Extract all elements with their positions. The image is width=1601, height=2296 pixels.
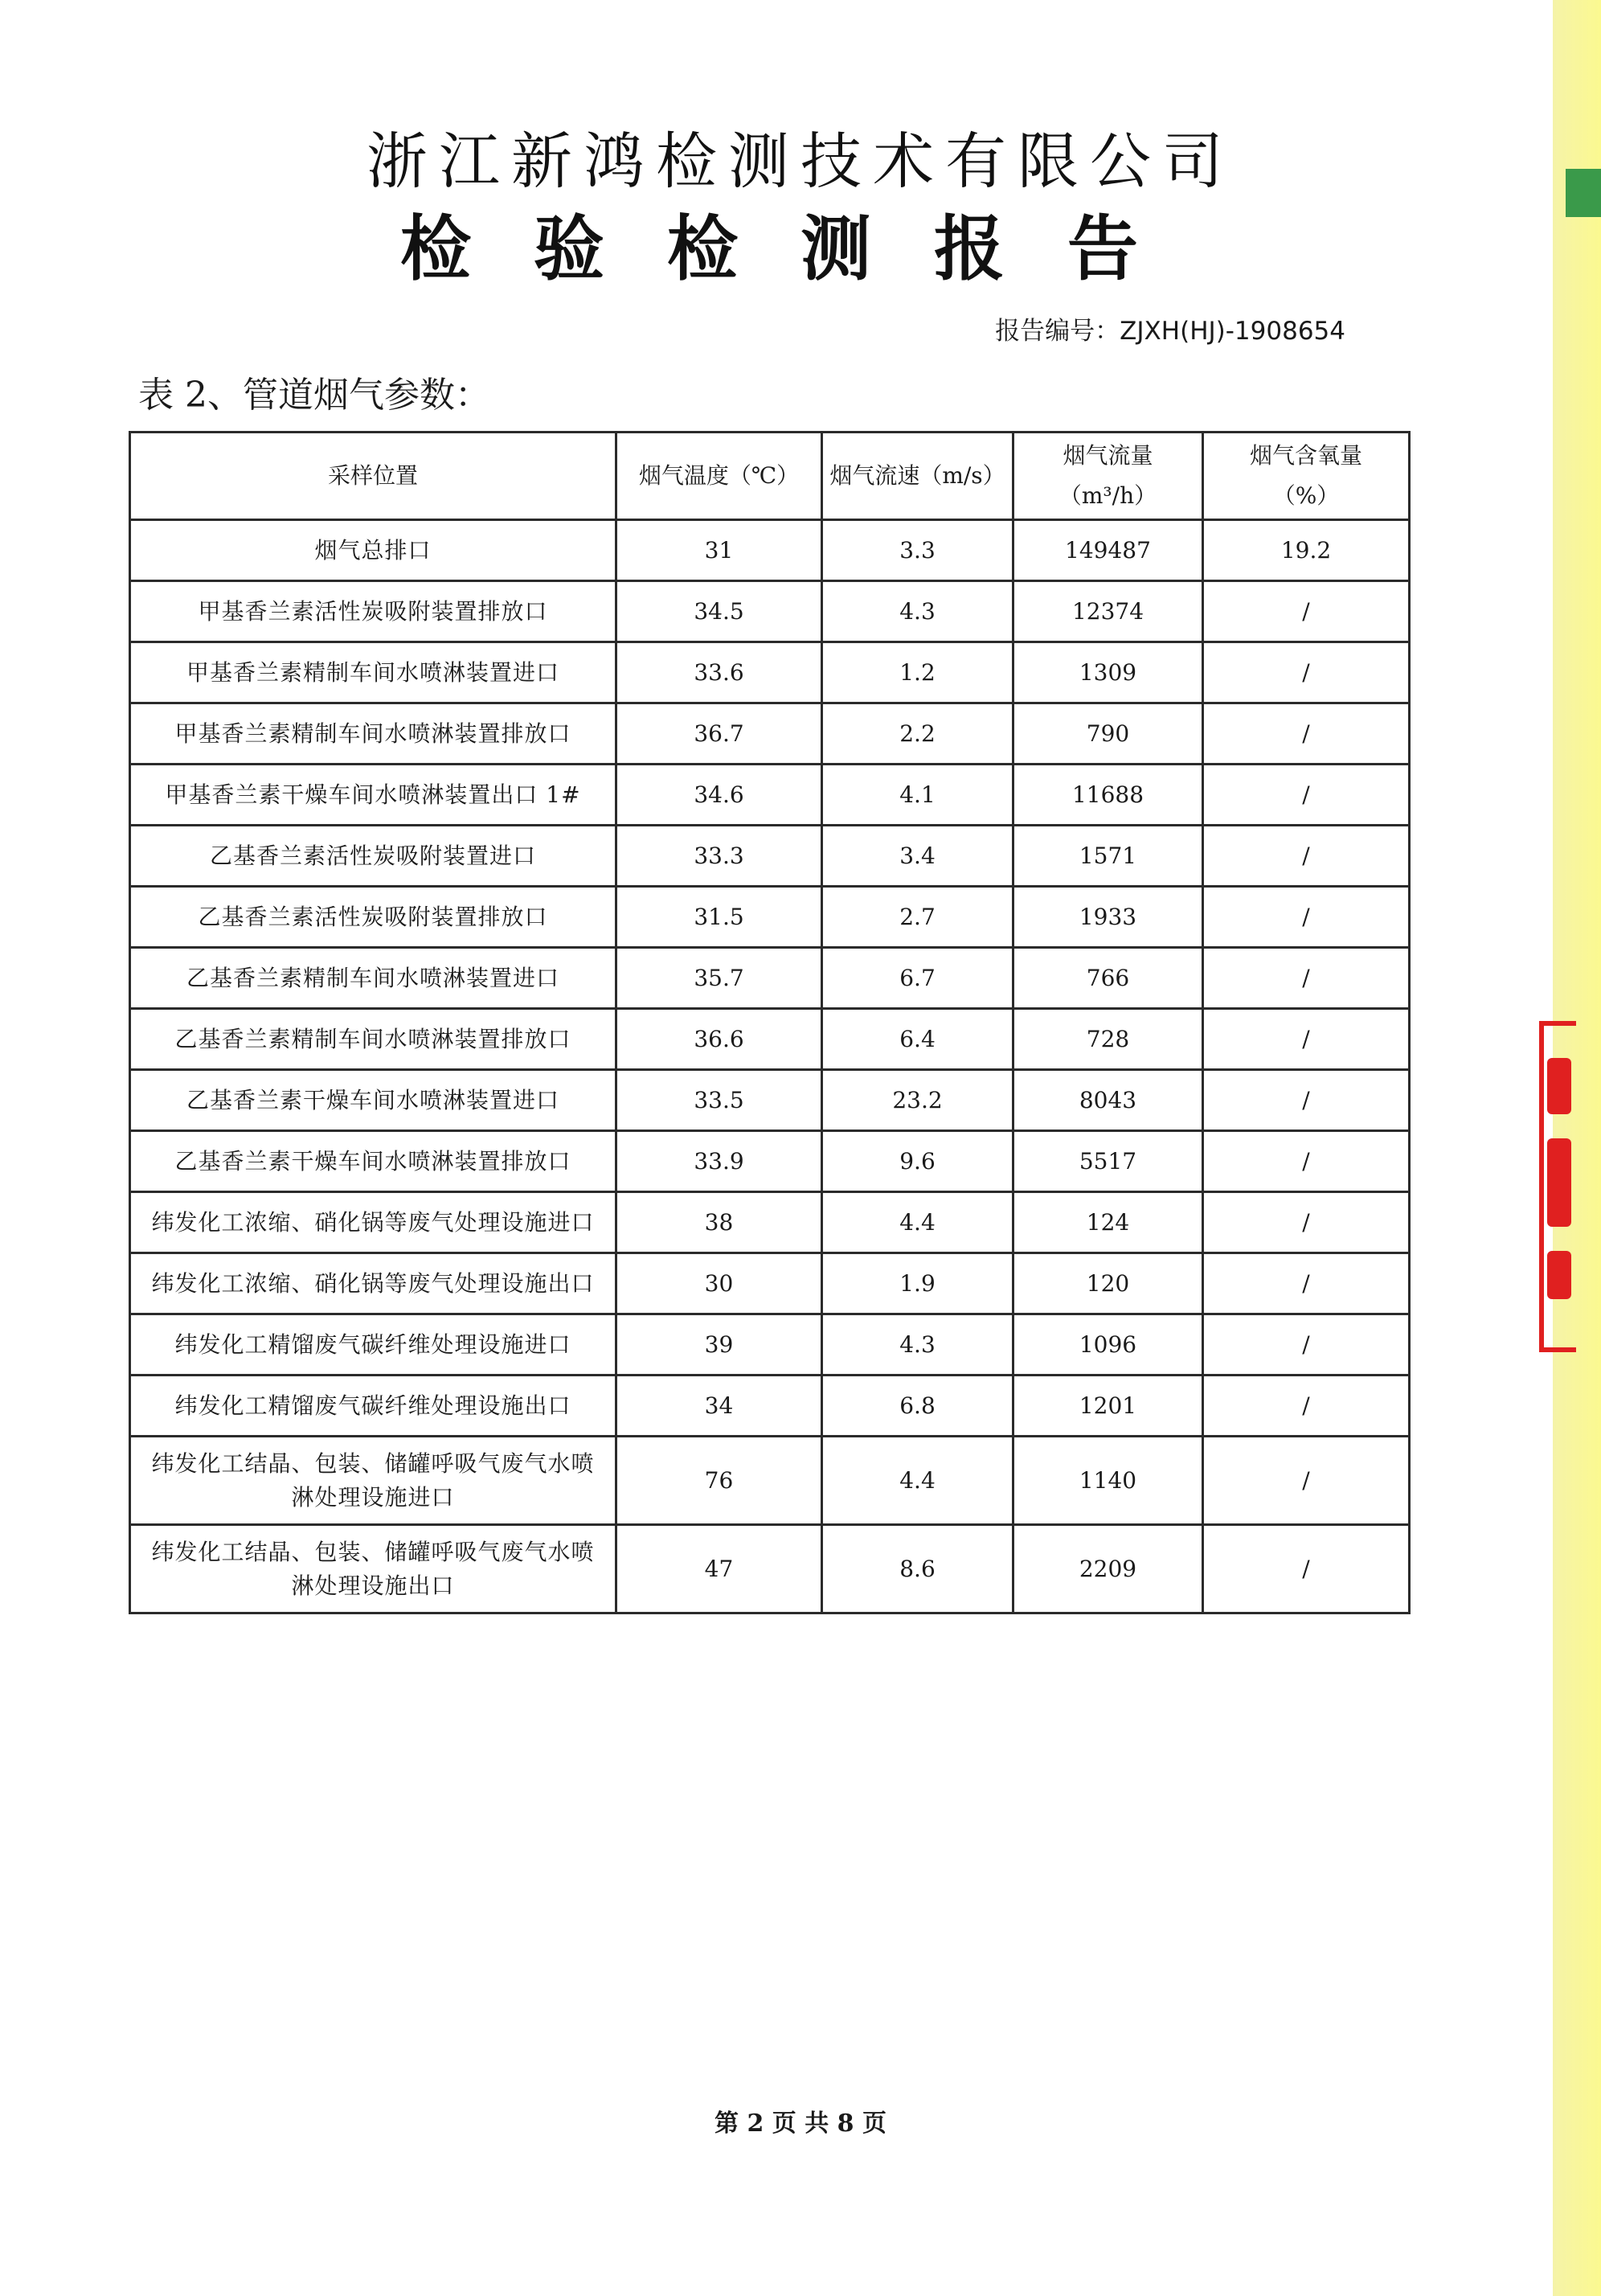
- table-caption: 表 2、管道烟气参数：: [138, 375, 490, 416]
- red-seal-stamp-fragment: [1539, 1021, 1576, 1352]
- cell-flow: 124: [1013, 1192, 1203, 1253]
- company-name: 浙江新鸿检测技术有限公司: [366, 125, 1235, 197]
- cell-flow: 1140: [1013, 1437, 1203, 1525]
- cell-location: 乙基香兰素干燥车间水喷淋装置排放口: [130, 1131, 616, 1192]
- cell-temperature: 36.6: [616, 1009, 822, 1070]
- cell-oxygen: /: [1203, 1437, 1410, 1525]
- cell-location: 乙基香兰素活性炭吸附装置进口: [130, 826, 616, 887]
- cell-velocity: 6.7: [822, 948, 1013, 1009]
- table-row: [130, 1192, 1410, 1253]
- cell-oxygen: /: [1203, 826, 1410, 887]
- cell-flow: 1309: [1013, 642, 1203, 703]
- cell-temperature: 35.7: [616, 948, 822, 1009]
- cell-flow: 2209: [1013, 1525, 1203, 1613]
- cell-temperature: 33.6: [616, 642, 822, 703]
- cell-temperature: 31: [616, 520, 822, 581]
- header-oxygen: [1203, 433, 1410, 520]
- cell-oxygen: 19.2: [1203, 520, 1410, 581]
- cell-velocity: 4.4: [822, 1437, 1013, 1525]
- table-row: [130, 1437, 1410, 1525]
- cell-temperature: 33.3: [616, 826, 822, 887]
- cell-temperature: 33.9: [616, 1131, 822, 1192]
- cell-location: 乙基香兰素精制车间水喷淋装置排放口: [130, 1009, 616, 1070]
- cell-flow: 766: [1013, 948, 1203, 1009]
- cell-oxygen: /: [1203, 581, 1410, 642]
- cell-oxygen: /: [1203, 1009, 1410, 1070]
- cell-velocity: 4.4: [822, 1192, 1013, 1253]
- report-title: 检验检测报告: [399, 207, 1201, 290]
- cell-velocity: 6.4: [822, 1009, 1013, 1070]
- report-number-label: 报告编号：: [995, 317, 1120, 346]
- cell-location: 甲基香兰素干燥车间水喷淋装置出口 1#: [130, 765, 616, 826]
- cell-velocity: 4.3: [822, 1314, 1013, 1376]
- table-row: [130, 1070, 1410, 1131]
- cell-oxygen: /: [1203, 1131, 1410, 1192]
- cell-velocity: 3.3: [822, 520, 1013, 581]
- cell-location-line1: 纬发化工结晶、包装、储罐呼吸气废气水喷: [151, 1538, 595, 1565]
- cell-oxygen: /: [1203, 642, 1410, 703]
- table-row: [130, 948, 1410, 1009]
- cell-velocity: 9.6: [822, 1131, 1013, 1192]
- cell-oxygen: /: [1203, 1376, 1410, 1437]
- header-flow-line1: 烟气流量: [1063, 442, 1153, 469]
- cell-velocity: 23.2: [822, 1070, 1013, 1131]
- cell-velocity: 1.2: [822, 642, 1013, 703]
- cell-velocity: 1.9: [822, 1253, 1013, 1314]
- cell-temperature: 33.5: [616, 1070, 822, 1131]
- cell-location: 甲基香兰素精制车间水喷淋装置排放口: [130, 703, 616, 765]
- table-row: [130, 826, 1410, 887]
- cell-flow: 149487: [1013, 520, 1203, 581]
- table-row: [130, 887, 1410, 948]
- cell-velocity: 4.3: [822, 581, 1013, 642]
- header-flow-line2: （m³/h）: [1058, 482, 1157, 509]
- header-flow: [1013, 433, 1203, 520]
- table-row: [130, 1376, 1410, 1437]
- header-oxygen-line1: 烟气含氧量: [1249, 442, 1362, 469]
- cell-oxygen: /: [1203, 765, 1410, 826]
- cell-flow: 1201: [1013, 1376, 1203, 1437]
- cell-flow: 12374: [1013, 581, 1203, 642]
- table-row: [130, 642, 1410, 703]
- cell-flow: 1933: [1013, 887, 1203, 948]
- cell-temperature: 36.7: [616, 703, 822, 765]
- cell-location: 乙基香兰素干燥车间水喷淋装置进口: [130, 1070, 616, 1131]
- cell-flow: 1571: [1013, 826, 1203, 887]
- cell-temperature: 34.6: [616, 765, 822, 826]
- cell-oxygen: /: [1203, 1525, 1410, 1613]
- cell-location: 烟气总排口: [130, 520, 616, 581]
- table-row: [130, 703, 1410, 765]
- cell-flow: 728: [1013, 1009, 1203, 1070]
- cell-flow: 790: [1013, 703, 1203, 765]
- cell-temperature: 76: [616, 1437, 822, 1525]
- cell-temperature: 30: [616, 1253, 822, 1314]
- table-row: [130, 1314, 1410, 1376]
- header-temperature: 烟气温度（℃）: [616, 433, 822, 520]
- header-oxygen-line2: （%）: [1272, 482, 1340, 509]
- cell-oxygen: /: [1203, 703, 1410, 765]
- cell-velocity: 3.4: [822, 826, 1013, 887]
- cell-temperature: 34.5: [616, 581, 822, 642]
- report-number: [995, 310, 1345, 346]
- cell-location: 甲基香兰素活性炭吸附装置排放口: [130, 581, 616, 642]
- cell-flow: 120: [1013, 1253, 1203, 1314]
- cell-location: 甲基香兰素精制车间水喷淋装置进口: [130, 642, 616, 703]
- cell-location: 纬发化工精馏废气碳纤维处理设施出口: [130, 1376, 616, 1437]
- cell-oxygen: /: [1203, 1314, 1410, 1376]
- table-row: [130, 1131, 1410, 1192]
- cell-temperature: 31.5: [616, 887, 822, 948]
- flue-gas-parameters-table: [129, 431, 1411, 1614]
- table-row: [130, 765, 1410, 826]
- header-velocity: 烟气流速（m/s）: [822, 433, 1013, 520]
- cell-oxygen: /: [1203, 887, 1410, 948]
- cell-velocity: 4.1: [822, 765, 1013, 826]
- table-row: [130, 1253, 1410, 1314]
- cell-oxygen: /: [1203, 948, 1410, 1009]
- table-row: [130, 1009, 1410, 1070]
- cell-location: 纬发化工精馏废气碳纤维处理设施进口: [130, 1314, 616, 1376]
- cell-oxygen: /: [1203, 1253, 1410, 1314]
- cell-temperature: 34: [616, 1376, 822, 1437]
- cell-velocity: 6.8: [822, 1376, 1013, 1437]
- table-row: [130, 520, 1410, 581]
- cell-location: 纬发化工浓缩、硝化锅等废气处理设施进口: [130, 1192, 616, 1253]
- page-footer: 第 2 页 共 8 页: [715, 2109, 886, 2138]
- cell-location: 纬发化工浓缩、硝化锅等废气处理设施出口: [130, 1253, 616, 1314]
- cell-location-line1: 纬发化工结晶、包装、储罐呼吸气废气水喷: [151, 1449, 595, 1477]
- cell-velocity: 8.6: [822, 1525, 1013, 1613]
- cell-velocity: 2.2: [822, 703, 1013, 765]
- cell-flow: 8043: [1013, 1070, 1203, 1131]
- cell-location-line2: 淋处理设施进口: [291, 1483, 455, 1511]
- cell-temperature: 39: [616, 1314, 822, 1376]
- cell-location: 乙基香兰素精制车间水喷淋装置进口: [130, 948, 616, 1009]
- cell-location: [130, 1437, 616, 1525]
- table-header-row: [130, 433, 1410, 520]
- header-location: 采样位置: [130, 433, 616, 520]
- cell-location: 乙基香兰素活性炭吸附装置排放口: [130, 887, 616, 948]
- cell-location-line2: 淋处理设施出口: [291, 1572, 455, 1599]
- cell-flow: 5517: [1013, 1131, 1203, 1192]
- cell-location: [130, 1525, 616, 1613]
- cell-oxygen: /: [1203, 1192, 1410, 1253]
- cell-temperature: 47: [616, 1525, 822, 1613]
- report-number-value: ZJXH(HJ)-1908654: [1120, 317, 1345, 346]
- table-row: [130, 581, 1410, 642]
- cell-temperature: 38: [616, 1192, 822, 1253]
- table-row: [130, 1525, 1410, 1613]
- cell-velocity: 2.7: [822, 887, 1013, 948]
- cell-flow: 11688: [1013, 765, 1203, 826]
- cell-flow: 1096: [1013, 1314, 1203, 1376]
- cell-oxygen: /: [1203, 1070, 1410, 1131]
